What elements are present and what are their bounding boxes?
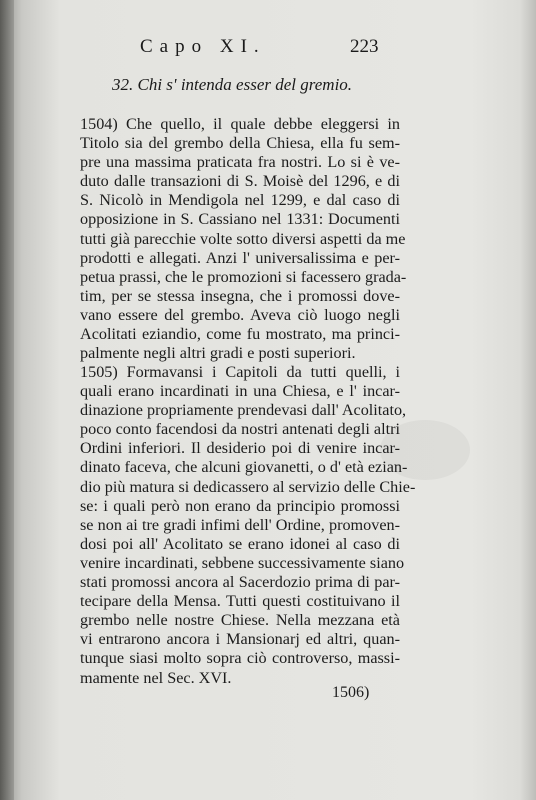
text-line: pre una massima praticata fra nostri. Lo si è ve- <box>80 153 400 172</box>
text-line: vi entrarono ancora i Mansionarj ed altri, quan- <box>80 630 400 649</box>
running-title: Capo XI. <box>140 36 266 57</box>
text-line: Acolitati eziandio, come fu mostrato, ma princi- <box>80 325 400 344</box>
text-line: stati promossi ancora al Sacerdozio prima di par- <box>80 573 400 592</box>
text-line: Titolo sia del grembo della Chiesa, ella fu sem- <box>80 134 400 153</box>
text-line: 1505) Formavansi i Capitoli da tutti quelli, i <box>80 363 400 381</box>
paragraph-1505 <box>80 363 416 688</box>
section-heading: 32. Chi s' intenda esser del gremio. <box>112 75 353 94</box>
page-number: 223 <box>350 36 379 57</box>
text-line: duto dalle transazioni di S. Moisè del 1296, e di <box>80 172 400 191</box>
text-line: tecipare della Mensa. Tutti questi costituivano il <box>80 592 400 611</box>
running-header <box>0 36 536 58</box>
text-line: tutti già parecchie volte sotto diversi aspetti da me <box>80 229 406 248</box>
text-line: S. Nicolò in Mendigola nel 1299, e dal caso di <box>80 191 400 210</box>
text-line: se non ai tre gradi infimi dell' Ordine, promoven- <box>80 515 400 534</box>
text-line: dinazione propriamente prendevasi dall' Acolitato, <box>80 401 407 420</box>
text-line: 1504) Che quello, il quale debbe eleggersi in <box>80 115 400 133</box>
text-line: vano essere del grembo. Aveva ciò luogo negli <box>80 305 400 324</box>
text-line: petua prassi, che le promozioni si facessero grada- <box>80 267 407 286</box>
text-line: prodotti e allegati. Anzi l' universalissima e per- <box>80 248 400 267</box>
text-line: venire incardinati, sebbene successivamente siano <box>80 553 405 572</box>
text-line: opposizione in S. Cassiano nel 1331: Documenti <box>80 210 400 229</box>
text-line: dio più matura si dedicassero al servizio delle Chie- <box>80 477 416 496</box>
text-line: poco conto facendosi da nostri antenati degli altri <box>80 420 400 439</box>
text-line: dinato faceva, che alcuni giovanetti, o d' età ezian- <box>80 458 408 477</box>
catchword: 1506) <box>332 684 370 701</box>
text-line: Ordini inferiori. Il desiderio poi di venire incar- <box>80 439 400 458</box>
text-line: tim, per se stessa insegna, che i promossi dove- <box>80 286 400 305</box>
text-line: se: i quali però non erano da principio promossi <box>80 496 400 515</box>
paragraph-1504 <box>80 115 407 363</box>
text-line: mamente nel Sec. XVI. <box>80 668 232 687</box>
text-line: dosi poi all' Acolitato se erano idonei al caso di <box>80 534 400 553</box>
book-spine-shadow <box>0 0 14 800</box>
text-line: grembo nelle nostre Chiese. Nella mezzana età <box>80 611 400 630</box>
text-line: quali erano incardinati in una Chiesa, e l' incar- <box>80 382 400 401</box>
text-line: tunque siasi molto sopra ciò controverso, massi- <box>80 649 400 668</box>
text-line: palmente negli altri gradi e posti superiori. <box>80 344 356 363</box>
